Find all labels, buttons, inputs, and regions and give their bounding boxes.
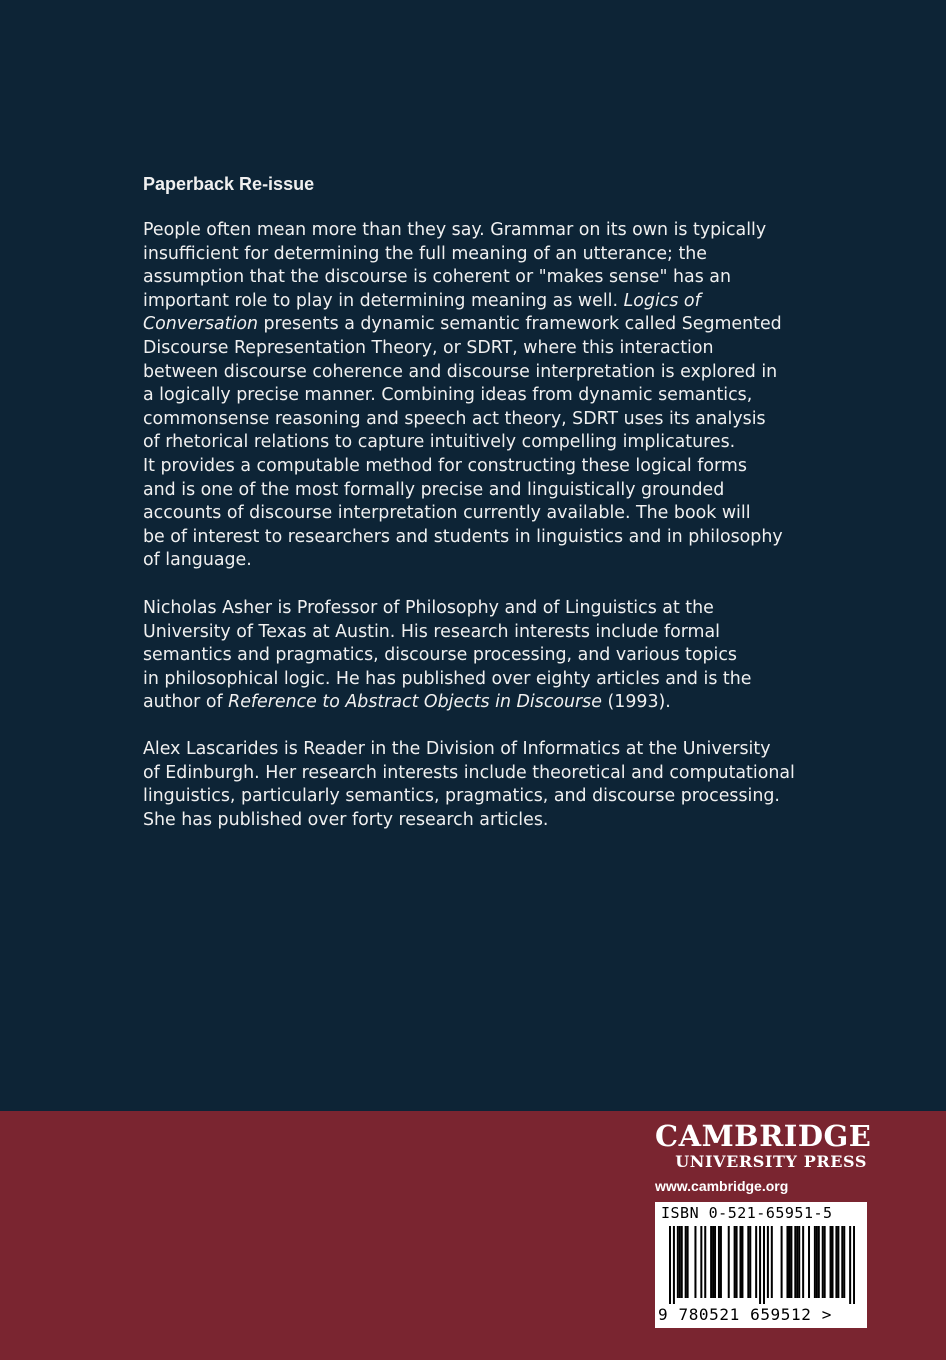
text-line	[143, 644, 823, 668]
isbn-label: ISBN 0-521-65951-5	[661, 1204, 833, 1222]
author-bio-lascarides	[143, 738, 823, 832]
text-line	[143, 337, 823, 361]
text-run: insufficient for determining the full meaning of an utterance; the	[143, 243, 707, 264]
barcode-bar	[747, 1226, 749, 1298]
barcode-bar	[790, 1226, 792, 1298]
text-run: accounts of discourse interpretation currently available. The book will	[143, 503, 751, 524]
ean-digits: 9 780521 659512 >	[658, 1305, 832, 1324]
barcode-bar	[849, 1226, 851, 1304]
text-line	[143, 479, 823, 503]
barcode-bar	[739, 1226, 741, 1298]
barcode-bar	[736, 1226, 738, 1298]
text-run: (1993).	[601, 692, 671, 713]
text-run: between discourse coherence and discourse interpretation is explored in	[143, 361, 778, 382]
text-run: commonsense reasoning and speech act theory, SDRT uses its analysis	[143, 408, 766, 429]
barcode-bar	[755, 1226, 757, 1298]
publisher-logo	[655, 1119, 872, 1194]
barcode-bar	[802, 1226, 804, 1298]
barcode-bar	[841, 1226, 843, 1298]
barcode-bar	[771, 1226, 773, 1298]
barcode-bar	[763, 1226, 765, 1304]
barcode-bar	[728, 1226, 730, 1298]
publisher-subname: UNIVERSITY PRESS	[675, 1152, 867, 1171]
text-run: semantics and pragmatics, discourse processing, and various topics	[143, 645, 737, 666]
text-line	[143, 621, 823, 645]
author-bio-asher	[143, 597, 823, 715]
text-run: People often mean more than they say. Grammar on its own is typically	[143, 220, 767, 240]
barcode-bar	[718, 1226, 720, 1298]
barcode-bar	[798, 1226, 800, 1298]
barcode-bar	[822, 1226, 824, 1298]
barcode-bar	[814, 1226, 816, 1298]
barcode-bar	[677, 1226, 679, 1298]
barcode-bars	[669, 1226, 855, 1304]
barcode-bar	[685, 1226, 687, 1298]
barcode-bar	[700, 1226, 702, 1298]
book-description	[143, 219, 823, 573]
text-line	[143, 502, 823, 526]
text-line	[143, 313, 823, 337]
barcode-bar	[796, 1226, 798, 1298]
text-line	[143, 408, 823, 432]
text-run: of language.	[143, 550, 252, 571]
text-run: of rhetorical relations to capture intuitively compelling implicatures.	[143, 432, 736, 453]
text-run: Nicholas Asher is Professor of Philosophy and of Linguistics at the	[143, 598, 714, 618]
barcode-bar	[681, 1226, 683, 1298]
text-run: linguistics, particularly semantics, pragmatics, and discourse processing.	[143, 786, 780, 807]
barcode-bar	[853, 1226, 855, 1304]
text-line	[143, 219, 823, 243]
text-line	[143, 762, 823, 786]
text-line	[143, 384, 823, 408]
text-line	[143, 266, 823, 290]
text-run: author of	[143, 692, 229, 713]
text-line	[143, 431, 823, 455]
barcode-panel	[655, 1202, 867, 1328]
barcode-bar	[712, 1226, 714, 1298]
text-run: in philosophical logic. He has published over eighty articles and is the	[143, 668, 752, 689]
barcode-bar	[786, 1226, 788, 1298]
text-run: important role to play in determining meaning as well.	[143, 290, 624, 311]
text-run: Discourse Representation Theory, or SDRT, where this interaction	[143, 337, 714, 358]
text-line	[143, 691, 823, 715]
text-line	[143, 785, 823, 809]
barcode-bar	[687, 1226, 689, 1298]
barcode-bar	[843, 1226, 845, 1298]
barcode-bar	[837, 1226, 839, 1298]
text-line	[143, 597, 823, 621]
text-run: a logically precise manner. Combining ideas from dynamic semantics,	[143, 385, 753, 406]
barcode-bar	[788, 1226, 790, 1298]
text-line	[143, 668, 823, 692]
text-line	[143, 809, 823, 833]
barcode-bar	[694, 1226, 696, 1298]
text-run: Alex Lascarides is Reader in the Division of Informatics at the University	[143, 739, 771, 759]
barcode-bar	[673, 1226, 675, 1304]
text-run: It provides a computable method for constructing these logical forms	[143, 455, 747, 476]
barcode-bar	[741, 1226, 743, 1298]
text-line	[143, 526, 823, 550]
barcode-bar	[816, 1226, 818, 1298]
barcode-bar	[794, 1226, 796, 1298]
text-run: University of Texas at Austin. His research interests include formal	[143, 621, 720, 642]
barcode-bar	[781, 1226, 783, 1298]
barcode-bar	[759, 1226, 761, 1304]
barcode-bar	[714, 1226, 716, 1298]
barcode-bar	[818, 1226, 820, 1298]
barcode-bar	[704, 1226, 706, 1298]
barcode-bar	[720, 1226, 722, 1298]
barcode-bar	[710, 1226, 712, 1298]
text-run: assumption that the discourse is coherent or "makes sense" has an	[143, 267, 731, 288]
text-run: be of interest to researchers and students in linguistics and in philosophy	[143, 526, 783, 547]
barcode-bar	[835, 1226, 837, 1298]
text-line	[143, 549, 823, 573]
text-line	[143, 738, 823, 762]
reissue-heading: Paperback Re-issue	[143, 174, 315, 194]
barcode-bar	[749, 1226, 751, 1298]
text-line	[143, 243, 823, 267]
barcode-bar	[832, 1226, 834, 1298]
barcode-bar	[830, 1226, 832, 1298]
barcode-bar	[808, 1226, 810, 1298]
text-run: and is one of the most formally precise and linguistically grounded	[143, 479, 725, 500]
text-run: of Edinburgh. Her research interests include theoretical and computational	[143, 762, 795, 783]
barcode-bar	[734, 1226, 736, 1298]
barcode-bar	[824, 1226, 826, 1298]
italic-title: Reference to Abstract Objects in Discourse	[228, 692, 602, 713]
text-run: presents a dynamic semantic framework called Segmented	[257, 314, 782, 335]
barcode-bar	[767, 1226, 769, 1298]
text-run: She has published over forty research articles.	[143, 809, 549, 830]
barcode-bar	[679, 1226, 681, 1298]
publisher-url: www.cambridge.org	[655, 1178, 789, 1194]
text-line	[143, 361, 823, 385]
text-line	[143, 455, 823, 479]
italic-title: Conversation	[143, 314, 258, 335]
publisher-name: CAMBRIDGE	[655, 1119, 872, 1153]
text-line	[143, 290, 823, 314]
italic-title: Logics of	[623, 290, 701, 311]
barcode-bar	[669, 1226, 671, 1304]
